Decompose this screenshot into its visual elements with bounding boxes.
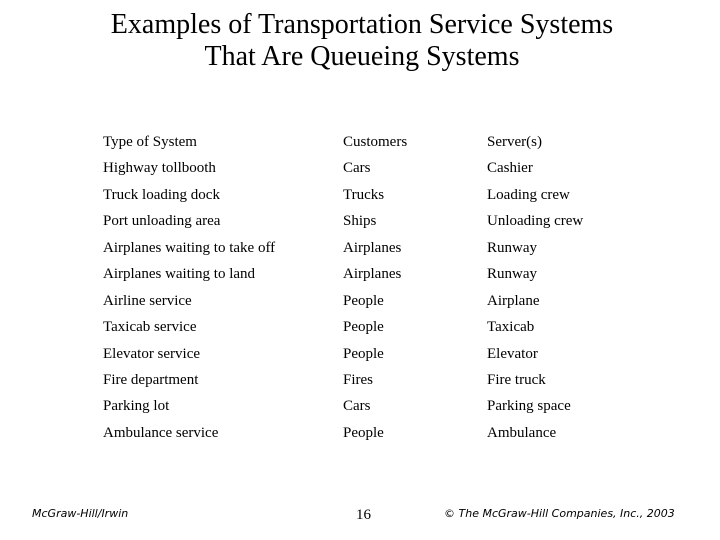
cell-customers: Ships	[343, 213, 377, 230]
cell-customers: Fires	[343, 371, 373, 388]
cell-type-of-system: Port unloading area	[103, 213, 221, 230]
cell-servers: Runway	[487, 266, 537, 283]
table-row	[103, 341, 703, 367]
table-row	[103, 367, 703, 393]
table-row	[103, 288, 703, 314]
cell-type-of-system: Truck loading dock	[103, 186, 220, 203]
footer-publisher: McGraw-Hill/Irwin	[32, 507, 129, 520]
cell-servers: Parking space	[487, 398, 571, 415]
cell-servers: Fire truck	[487, 371, 546, 388]
table-row	[103, 182, 703, 208]
cell-servers: Runway	[487, 239, 537, 256]
cell-servers: Unloading crew	[487, 213, 584, 230]
cell-type-of-system: Airplanes waiting to land	[103, 266, 256, 283]
header-servers: Server(s)	[487, 134, 542, 150]
table-row	[103, 420, 703, 446]
cell-servers: Elevator	[487, 345, 538, 362]
cell-customers: Airplanes	[343, 239, 402, 256]
cell-servers: Airplane	[487, 292, 540, 309]
table-row	[103, 314, 703, 340]
cell-customers: Cars	[343, 160, 371, 177]
slide-title-line-2: That Are Queueing Systems	[204, 41, 520, 72]
cell-customers: Trucks	[343, 186, 385, 203]
slide-title-line-1: Examples of Transportation Service Systems	[110, 9, 614, 40]
cell-customers: People	[343, 424, 384, 441]
table-row	[103, 393, 703, 419]
cell-type-of-system: Airline service	[103, 292, 192, 309]
footer-copyright: © The McGraw-Hill Companies, Inc., 2003	[444, 507, 675, 520]
cell-type-of-system: Elevator service	[103, 345, 201, 362]
cell-customers: Airplanes	[343, 266, 402, 283]
slide-title	[0, 9, 720, 73]
cell-customers: People	[343, 319, 384, 336]
cell-type-of-system: Parking lot	[103, 398, 170, 415]
table-row	[103, 235, 703, 261]
table-row	[103, 208, 703, 234]
cell-servers: Taxicab	[487, 319, 535, 336]
cell-type-of-system: Airplanes waiting to take off	[103, 239, 276, 256]
table-header-row	[103, 129, 703, 155]
cell-customers: Cars	[343, 398, 371, 415]
cell-type-of-system: Fire department	[103, 371, 199, 388]
cell-servers: Loading crew	[487, 186, 570, 203]
footer-page-number: 16	[356, 507, 371, 523]
cell-type-of-system: Taxicab service	[103, 319, 197, 336]
cell-type-of-system: Ambulance service	[103, 424, 219, 441]
cell-type-of-system: Highway tollbooth	[103, 160, 216, 177]
queueing-systems-table	[103, 129, 703, 446]
table-row	[103, 155, 703, 181]
table-row	[103, 261, 703, 287]
cell-customers: People	[343, 292, 384, 309]
cell-servers: Cashier	[487, 160, 533, 177]
cell-customers: People	[343, 345, 384, 362]
cell-servers: Ambulance	[487, 424, 557, 441]
header-customers: Customers	[343, 134, 408, 150]
header-type-of-system: Type of System	[103, 134, 197, 150]
